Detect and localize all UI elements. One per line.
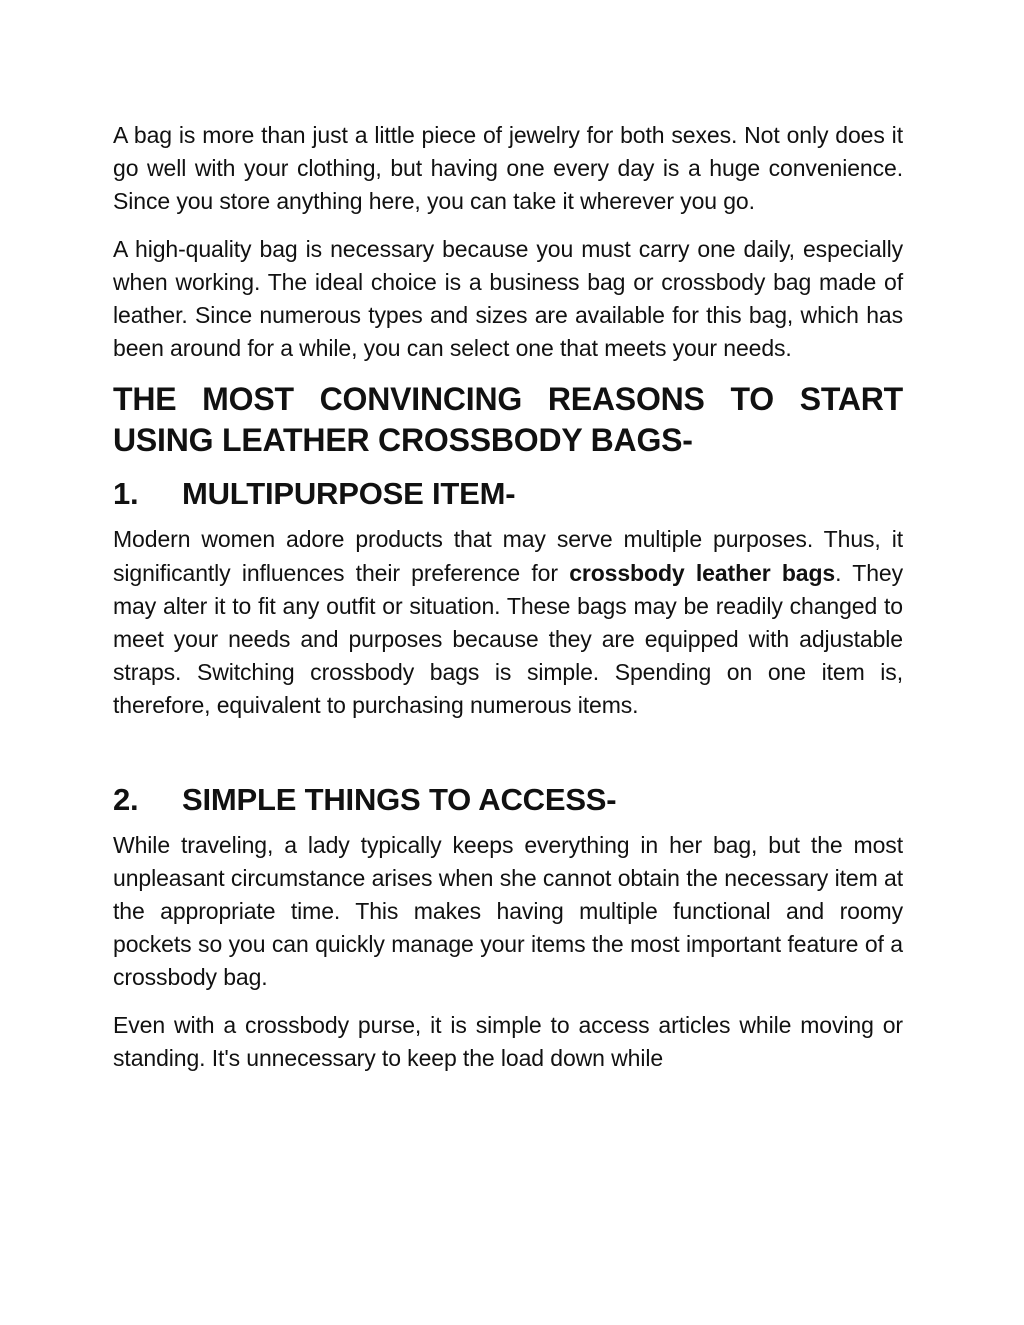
section-heading-multipurpose — [113, 473, 903, 515]
section-number: 2. — [113, 781, 139, 817]
intro-paragraph: A bag is more than just a little piece of jewelry for both sexes. Not only does it go well with your clothing, but having one every day is a huge convenience. Since you store anything here, you can take it wherever you go. — [113, 122, 903, 215]
section-paragraph: While traveling, a lady typically keeps everything in her bag, but the most unpleasant circumstance arises when she cannot obtain the necessary item at the appropriate time. This makes having multiple functional and roomy pockets so you can quickly manage your items the most important feature of a crossbody bag. — [113, 831, 903, 991]
section-paragraph — [113, 523, 903, 722]
section-paragraph: Even with a crossbody purse, it is simple to access articles while moving or standing. It's unnecessary to keep the load down while — [113, 1011, 903, 1071]
intro-paragraph: A high-quality bag is necessary because you must carry one daily, especially when working. The ideal choice is a business bag or crossbody bag made of leather. Since numerous types and sizes are available for this bag, which has been around for a while, you can select one that meets your needs. — [113, 235, 903, 362]
section-heading-access — [113, 779, 903, 821]
paragraph-text: Modern women adore products that may serve multiple purposes. Thus, it significantly influences their preference for — [113, 526, 903, 586]
section-heading-text: SIMPLE THINGS TO ACCESS- — [182, 781, 617, 817]
section-number: 1. — [113, 476, 139, 512]
bold-keyword: crossbody leather bags — [569, 559, 836, 586]
document-page — [113, 119, 903, 1075]
document-title: THE MOST CONVINCING REASONS TO START USING LEATHER CROSSBODY BAGS- — [113, 381, 903, 459]
paragraph-text: . They may alter it to fit any outfit or situation. These bags may be readily changed to meet your needs and purposes because they are equipped with adjustable straps. Switching crossbody bags is simple. Spending on one item is, therefore, equivalent to purchasing numerous items. — [113, 559, 903, 719]
section-heading-text: MULTIPURPOSE ITEM- — [182, 476, 516, 512]
